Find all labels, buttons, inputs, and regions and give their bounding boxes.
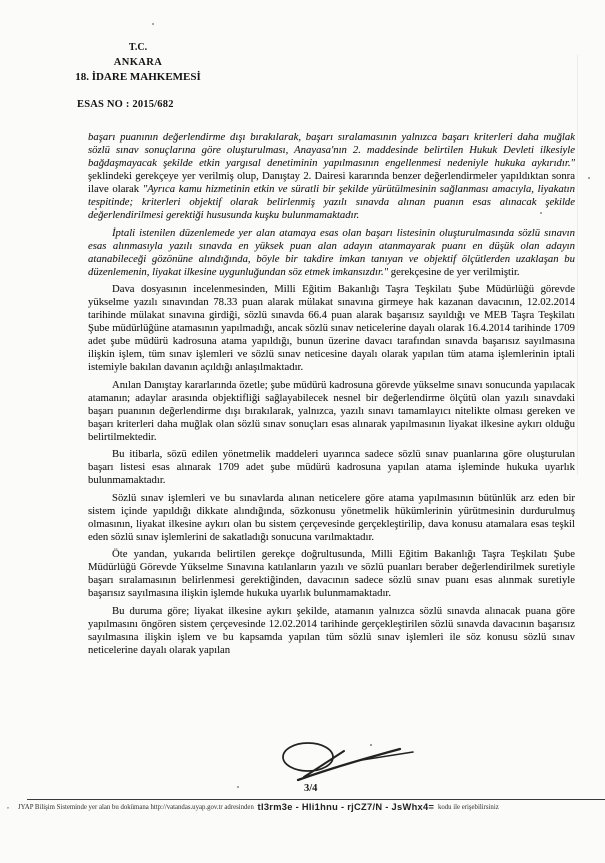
plain-text: şeklindeki gerekçeye yer verilmiş olup, Danıştay 2. Dairesi kararında benzer değerlendirmeler yapıldıktan sonra ilave olarak bbox=[88, 170, 575, 195]
paragraph bbox=[88, 605, 575, 657]
scan-speck bbox=[95, 208, 97, 210]
quoted-text: başarı puanının değerlendirme dışı bırakılarak, başarı sıralamasının yalnızca başarı kriterleri daha muğlak sözlü sınav sonuçlarına göre oluşturulması, Anayasa'nın 2. maddesinde belirtilen Hukuk Devleti ilkesiyle bağdaşmayacak şekilde etkin yargısal denetiminin yapılmasının engellenmesi nedeniyle hukuka aykırıdır." bbox=[88, 131, 575, 169]
signature-scribble bbox=[270, 735, 430, 790]
city-label: ANKARA bbox=[113, 57, 163, 68]
plain-text: Dava dosyasının incelenmesinden, Milli Eğitim Bakanlığı Taşra Teşkilatı Şube Müdürlüğü görevde yükselme yazılı sınavından 78.33 puan alarak mülakat sınavına girmeye hak kazanan davacının, 12.02.2014 tarihinde mülakat sınavına girdiği, sözlü sınavda 66.4 puan alarak başarısız sayıldığı ve MEB Taşra Teşkilatı Şube müdürlüğüne atamasının yapılmadığı, ancak sözlü sınav neticelerine dayalı olarak 16.4.2014 tarihinde 1709 adet şube müdürü kadrosuna atama yapıldığı, bunun üzerine davacı tarafından sınavda başarısız sayılmasına ilişkin işlem, tüm sınav işlemleri ve sözlü sınav neticesine dayalı olarak yapılan tüm atama işlemlerinin iptali istemiyle bakılan davanın açıldığı anlaşılmaktadır. bbox=[88, 283, 575, 373]
scan-speck bbox=[540, 212, 542, 214]
page-number: 3/4 bbox=[304, 783, 318, 794]
country-label: T.C. bbox=[128, 42, 148, 53]
scan-speck bbox=[370, 744, 372, 746]
plain-text: Bu itibarla, sözü edilen yönetmelik maddeleri uyarınca sadece sözlü sınav puanlarına göre oluşturulan başarı listesi esas alınarak 1709 adet şube müdürü kadrosuna yapılan atama işleminde hukuka uyarlık bulunmamaktadır. bbox=[88, 448, 575, 486]
case-number: ESAS NO : 2015/682 bbox=[77, 99, 174, 110]
paragraph bbox=[88, 131, 575, 222]
plain-text: Bu duruma göre; liyakat ilkesine aykırı şekilde, atamanın yalnızca sözlü sınavda alınacak puana göre yapılmasını öngören sistem çerçevesinde 12.02.2014 tarihinde gerçekleştirilen sözlü sınavda davacının başarısız sayılmasına ilişkin işlem ve bu kapsamda yapılan tüm sözlü sınav işlemleri ile söz konusu sözlü sınav neticelerine dayalı olarak yapılan bbox=[88, 604, 575, 656]
quoted-text: "Ayrıca kamu hizmetinin etkin ve süratli bir şekilde yürütülmesinin sağlanması amacıyla, liyakatın tespitinde; kriterleri objektif olarak belirlenmiş yazılı sınavda alınan puanın esas alınacak şekilde değerlendirilmesi gerektiği hususunda kuşku bulunmamaktadır. bbox=[88, 183, 575, 221]
court-name: 18. İDARE MAHKEMESİ bbox=[75, 71, 201, 83]
footer-note-prefix: JYAP Bilişim Sisteminde yer alan bu dokümana http://vatandas.uyap.gov.tr adresinden bbox=[18, 804, 254, 811]
scan-speck bbox=[237, 786, 239, 788]
plain-text: Anılan Danıştay kararlarında özetle; şube müdürü kadrosuna görevde yükselme sınavı sonucunda yapılacak atamanın; adaylar arasında objektifliği sağlayabilecek nesnel bir değerlendirme ölçütü olan yazılı sınavdaki başarı puanının değerlendirme dışı bırakılarak, yalnızca, yazılı sınavı tamamlayıcı nitelikte olması gereken ve başarı kriterleri daha muğlak olan sözlü sınav sonuçları esas alınarak yapılmasının liyakat ilkesine aykırı olduğu belirtilmektedir. bbox=[88, 378, 575, 443]
quoted-text: İptali istenilen düzenlemede yer alan atamaya esas olan başarı listesinin oluşturulmasında sözlü sınavın esas alınmasıyla yazılı sınavda en yüksek puan alan adayın atanmayarak puanı en düşük olan adayın atanabileceği gözönüne alındığında, böyle bir takdire imkan tanıyan ve objektif ölçütlerden uzaklaşan bu düzenlemenin, liyakat ilkesine uygunluğundan söz etmek imkansızdır." bbox=[88, 226, 575, 278]
scan-speck bbox=[152, 23, 154, 25]
plain-text: gerekçesine de yer verilmiştir. bbox=[390, 265, 520, 278]
plain-text: Sözlü sınav işlemleri ve bu sınavlarda alınan neticelere göre atama yapılmasının bütünlük arz eden bir sistem içinde yapıldığı dikkate alındığında, sözkonusu yönetmelik hükümlerinin yürütmesinin durdurulmuş olmasının, liyakat ilkesine aykırı olan bu sistem çerçevesinde gerçekleştirilip, dava konusu atamalara esas teşkil eden sözlü sınav işlemlerini de sakatladığı sonucuna varılmaktadır. bbox=[88, 491, 575, 543]
plain-text: Öte yandan, yukarıda belirtilen gerekçe doğrultusunda, Milli Eğitim Bakanlığı Taşra Teşkilatı Şube Müdürlüğü Görevde Yükselme Sınavına katılanların yazılı ve sözlü puanları beraber değerlendirilmek suretiyle başarı sıralamasının belirlenmesi gerektiğinden, davacının sadece sözlü sınav puanı esas alınmak suretiyle başarısız sayılmasına ilişkin işlemde hukuka uyarlık bulunmamaktadır. bbox=[88, 548, 575, 599]
access-code: tI3rm3e - HIi1hnu - rjCZ7/N - JsWhx4= bbox=[257, 802, 435, 812]
court-header bbox=[56, 40, 220, 85]
scan-line-artifact bbox=[577, 55, 578, 475]
paragraph bbox=[88, 448, 575, 487]
paragraph bbox=[88, 227, 575, 279]
scan-artifact-mark: , bbox=[7, 801, 9, 810]
paragraph bbox=[88, 548, 575, 600]
paragraph bbox=[88, 379, 575, 444]
scan-speck bbox=[588, 177, 590, 179]
footer-note-suffix: kodu ile erişebilirsiniz bbox=[437, 804, 499, 811]
body-text bbox=[88, 131, 575, 745]
footer-divider bbox=[27, 799, 605, 800]
paragraph bbox=[88, 492, 575, 544]
paragraph bbox=[88, 283, 575, 374]
footer-note bbox=[18, 802, 605, 812]
